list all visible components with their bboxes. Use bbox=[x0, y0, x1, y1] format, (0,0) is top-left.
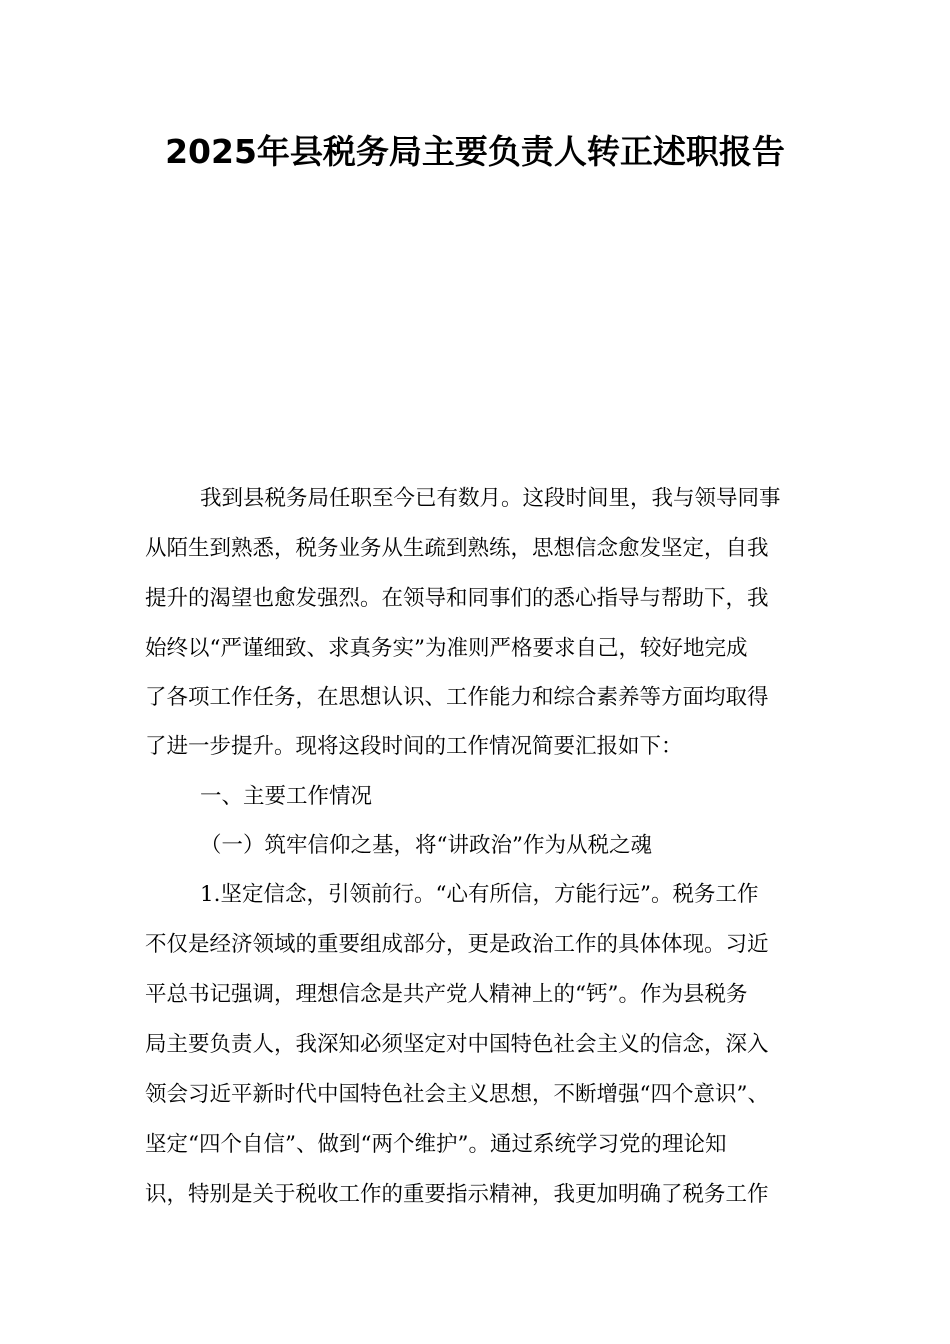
paragraph-line: 坚定“四个自信”、做到“两个维护”。通过系统学习党的理论知 bbox=[145, 1132, 727, 1157]
paragraph-line: 从陌生到熟悉，税务业务从生疏到熟练，思想信念愈发坚定，自我 bbox=[145, 536, 769, 561]
section-heading: 一、主要工作情况 bbox=[200, 784, 373, 809]
paragraph-line: 局主要负责人，我深知必须坚定对中国特色社会主义的信念，深入 bbox=[145, 1032, 769, 1057]
paragraph-line: 我到县税务局任职至今已有数月。这段时间里，我与领导同事 bbox=[200, 486, 781, 511]
paragraph-line: 始终以“严谨细致、求真务实”为准则严格要求自己，较好地完成 bbox=[145, 636, 748, 661]
subsection-heading: （一）筑牢信仰之基，将“讲政治”作为从税之魂 bbox=[200, 833, 652, 858]
paragraph-line: 识，特别是关于税收工作的重要指示精神，我更加明确了税务工作 bbox=[145, 1182, 769, 1207]
paragraph-line: 平总书记强调，理想信念是共产党人精神上的“钙”。作为县税务 bbox=[145, 982, 748, 1007]
paragraph-line: 1.坚定信念，引领前行。“心有所信，方能行远”。税务工作 bbox=[200, 882, 759, 907]
document-title: 2025年县税务局主要负责人转正述职报告 bbox=[165, 132, 785, 171]
paragraph-line: 领会习近平新时代中国特色社会主义思想，不断增强“四个意识”、 bbox=[145, 1082, 769, 1107]
paragraph-line: 不仅是经济领域的重要组成部分，更是政治工作的具体体现。习近 bbox=[145, 932, 769, 957]
paragraph-line: 了进一步提升。现将这段时间的工作情况简要汇报如下： bbox=[145, 734, 683, 759]
paragraph-line: 了各项工作任务，在思想认识、工作能力和综合素养等方面均取得 bbox=[145, 685, 769, 710]
paragraph-line: 提升的渴望也愈发强烈。在领导和同事们的悉心指导与帮助下，我 bbox=[145, 586, 769, 611]
